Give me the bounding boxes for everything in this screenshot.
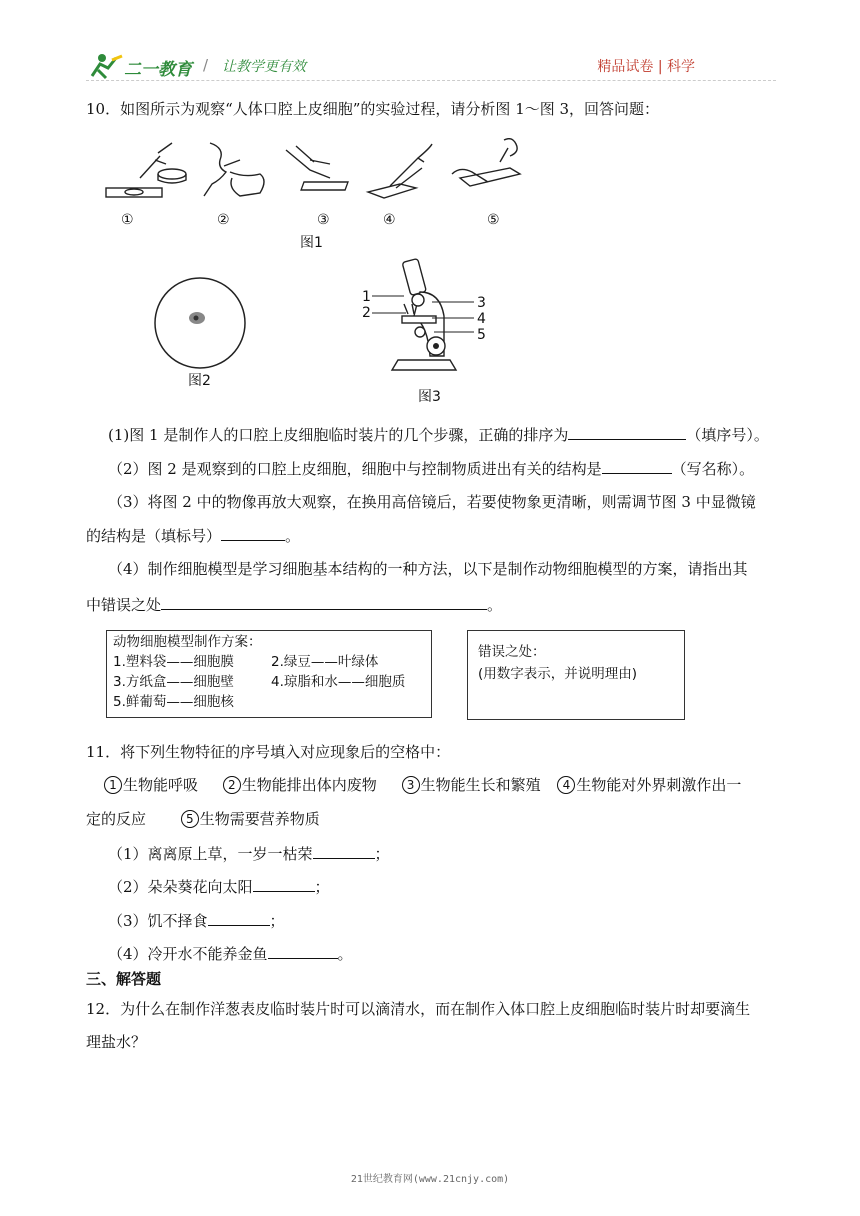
q12-line2: 理盐水？ (86, 1033, 147, 1051)
option-5-text: 生物需要营养物质 (199, 810, 320, 828)
brand-name: 二一教育 (124, 60, 192, 80)
model-plan-item-3: 3.方纸盒——细胞壁 (113, 674, 234, 690)
option-4-text-cont: 定的反应 (86, 810, 147, 828)
error-box-hint: (用数字表示，并说明理由) (478, 666, 638, 682)
q11-sub-4: （4）冷开水不能养金鱼 。 (108, 945, 353, 963)
header-divider (86, 80, 776, 81)
fig3-mark-2: 2 (362, 305, 371, 321)
q11-sub-1-blank[interactable] (313, 845, 375, 859)
q10-part3-line2: 的结构是（填标号） 。 (86, 527, 301, 545)
model-plan-item-4: 4.琼脂和水——细胞质 (271, 674, 406, 690)
q11-options-line1 (104, 776, 741, 794)
fig1-step-5: ⑤ (487, 212, 500, 228)
q11-stem: 11．将下列生物特征的序号填入对应现象后的空格中： (86, 743, 451, 761)
q10-part1-answer-blank[interactable] (568, 426, 686, 440)
q10-part4-line1: （4）制作细胞模型是学习细胞基本结构的一种方法，以下是制作动物细胞模型的方案，请指出其 (108, 560, 748, 578)
model-plan-box (106, 630, 432, 718)
q11-sub-3-blank[interactable] (208, 912, 270, 926)
q12-line1: 12．为什么在制作洋葱表皮临时装片时可以滴清水，而在制作入体口腔上皮细胞临时装片时却要滴生 (86, 1000, 751, 1018)
header-slogan: 让教学更有效 (222, 59, 306, 75)
fig3-mark-5: 5 (477, 327, 486, 343)
option-1-text: 生物能呼吸 (123, 776, 199, 794)
q11-sub-4-blank[interactable] (268, 945, 338, 959)
option-2-text: 生物能排出体内废物 (241, 776, 377, 794)
section-3-heading: 三、解答题 (86, 970, 162, 988)
q11-sub-2-blank[interactable] (253, 878, 315, 892)
fig3-mark-4: 4 (477, 311, 486, 327)
q11-sub-2: （2）朵朵葵花向太阳 ； (108, 878, 330, 896)
q11-options-line2 (86, 810, 320, 828)
q10-part2: （2）图 2 是观察到的口腔上皮细胞，细胞中与控制物质进出有关的结构是 （写名称）。 (108, 460, 755, 478)
option-3-text: 生物能生长和繁殖 (420, 776, 541, 794)
fig1-step-2: ② (217, 212, 230, 228)
option-3-number: 3 (402, 776, 420, 794)
option-4-text: 生物能对外界刺激作出一 (576, 776, 742, 794)
page-footer: 21世纪教育网(www.21cnjy.com) (350, 1174, 510, 1185)
q10-part2-answer-blank[interactable] (602, 460, 672, 474)
q10-part1: (1)图 1 是制作人的口腔上皮细胞临时装片的几个步骤，正确的排序为 （填序号）。 (108, 426, 769, 444)
model-plan-item-1: 1.塑料袋——细胞膜 (113, 654, 234, 670)
fig1-step-1: ① (121, 212, 134, 228)
q10-stem: 10．如图所示为观察“人体口腔上皮细胞”的实验过程，请分析图 1～图 3，回答问题： (86, 100, 660, 118)
model-plan-item-2: 2.绿豆——叶绿体 (271, 654, 379, 670)
fig1-caption: 图1 (300, 235, 323, 251)
fig3-mark-3: 3 (477, 295, 486, 311)
q11-sub-1: （1）离离原上草，一岁一枯荣 ； (108, 845, 390, 863)
option-1-number: 1 (104, 776, 122, 794)
fig2-caption: 图2 (188, 373, 211, 389)
option-5-number: 5 (181, 810, 199, 828)
error-answer-box[interactable] (467, 630, 685, 720)
q10-part4-line2: 中错误之处 。 (86, 596, 503, 614)
option-4-number: 4 (557, 776, 575, 794)
fig3-caption: 图3 (418, 389, 441, 405)
fig1-step-4: ④ (383, 212, 396, 228)
model-plan-title: 动物细胞模型制作方案： (113, 634, 262, 650)
figure-3-leader-lines (360, 286, 490, 346)
fig3-mark-1: 1 (362, 289, 371, 305)
header-slash: / (203, 56, 209, 74)
error-box-title: 错误之处： (478, 644, 546, 660)
model-plan-item-5: 5.鲜葡萄——细胞核 (113, 694, 234, 710)
option-2-number: 2 (223, 776, 241, 794)
q11-sub-3: （3）饥不择食 ； (108, 912, 285, 930)
fig1-step-3: ③ (317, 212, 330, 228)
q10-part3-answer-blank[interactable] (221, 527, 285, 541)
figure-2-microscope-view (153, 276, 247, 370)
q10-part3-line1: （3）将图 2 中的物像再放大观察，在换用高倍镜后，若要使物象更清晰，则需调节图 3 中显微镜 (108, 493, 756, 511)
q10-part4-answer-blank[interactable] (161, 596, 487, 610)
header-subject: 精品试卷 | 科学 (597, 59, 695, 75)
